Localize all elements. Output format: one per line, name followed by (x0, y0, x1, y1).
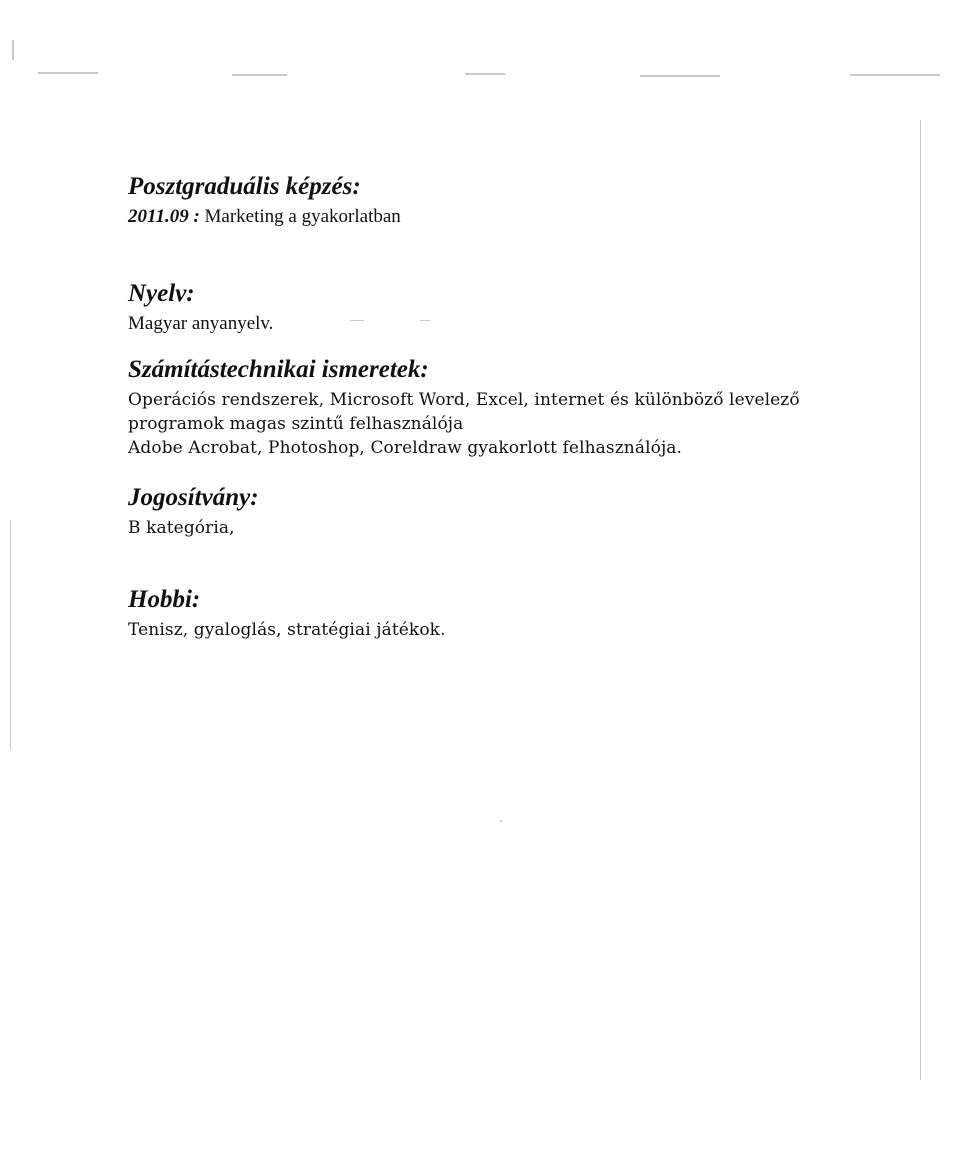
section-hobbies (128, 586, 446, 642)
scan-speck (12, 40, 14, 60)
scan-speck (350, 320, 364, 321)
scan-speck (232, 74, 287, 76)
section-heading: Hobbi: (128, 586, 201, 613)
scan-speck (850, 74, 940, 76)
section-heading: Számítástechnikai ismeretek: (128, 356, 429, 383)
section-computer-skills (128, 356, 800, 460)
hobbies-entry: Tenisz, gyaloglás, stratégiai játékok. (128, 620, 446, 640)
section-license (128, 484, 259, 540)
scan-speck (465, 73, 505, 75)
scan-speck (640, 75, 720, 77)
license-entry: B kategória, (128, 518, 235, 538)
skills-line: Operációs rendszerek, Microsoft Word, Excel, internet és különböző levelező (128, 390, 800, 410)
skills-line: Adobe Acrobat, Photoshop, Coreldraw gyakorlott felhasználója. (128, 438, 683, 458)
scan-speck (920, 120, 921, 1080)
section-heading: Jogosítvány: (128, 484, 259, 511)
skills-line: programok magas szintű felhasználója (128, 414, 464, 434)
scan-speck (10, 520, 11, 750)
language-entry: Magyar anyanyelv. (128, 313, 274, 334)
scan-speck (38, 72, 98, 74)
section-postgraduate (128, 173, 401, 228)
section-heading: Posztgraduális képzés: (128, 173, 361, 200)
education-date: 2011.09 : (128, 206, 200, 227)
education-entry (128, 205, 401, 228)
section-language (128, 280, 273, 335)
education-title: Marketing a gyakorlatban (199, 206, 401, 227)
section-heading: Nyelv: (128, 280, 195, 307)
scan-speck (500, 820, 502, 822)
scan-speck (420, 320, 430, 321)
